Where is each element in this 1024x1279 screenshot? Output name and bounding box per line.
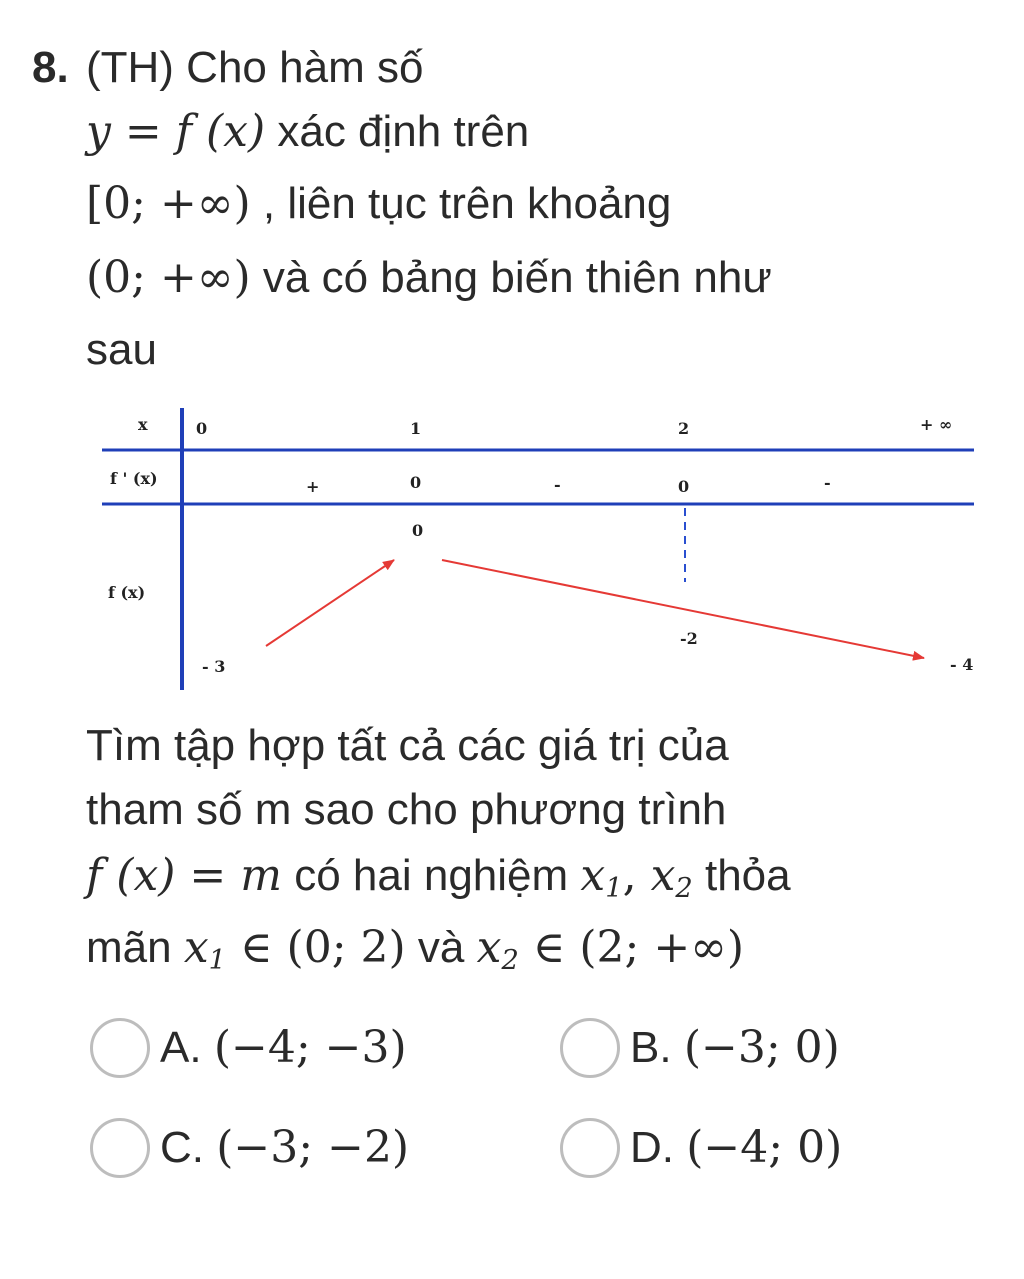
- question-line-5: sau: [86, 325, 157, 374]
- row-label-f: f (x): [108, 583, 146, 602]
- option-a[interactable]: [90, 1018, 407, 1078]
- x-value-0: 0: [196, 419, 208, 438]
- math-x2: $x_2$: [476, 922, 519, 976]
- math-equation: f (x) = m: [86, 850, 282, 901]
- fprime-sign-1: +: [306, 477, 320, 496]
- math-interval-open: (0; +∞): [86, 252, 251, 303]
- f-value-mid: -2: [680, 629, 698, 648]
- f-value-max: 0: [412, 521, 424, 540]
- question-number: 8.: [32, 43, 69, 92]
- option-c[interactable]: [90, 1118, 409, 1178]
- option-a-label: A. (−4; −3): [160, 1022, 407, 1073]
- fprime-zero-2: 0: [678, 477, 690, 496]
- question-line-2: [86, 104, 529, 160]
- option-c-radio[interactable]: [90, 1118, 150, 1178]
- option-a-radio[interactable]: [90, 1018, 150, 1078]
- text-fragment: và: [405, 923, 477, 972]
- text-fragment: mãn: [86, 923, 184, 972]
- math-comma: ,: [622, 850, 651, 901]
- x-value-2: 2: [678, 419, 690, 438]
- question-line-4: [86, 250, 772, 306]
- question-line-3: [86, 176, 671, 232]
- f-value-start: - 3: [202, 657, 226, 676]
- fprime-sign-3: -: [824, 473, 831, 492]
- question-line-1: (TH) Cho hàm số: [86, 43, 424, 92]
- math-x1: $x_1$: [580, 850, 623, 904]
- text-fragment: , liên tục trên khoảng: [250, 179, 672, 228]
- question-line-8: [86, 848, 791, 917]
- fprime-sign-2: -: [554, 475, 561, 494]
- x-value-1: 1: [410, 419, 422, 438]
- option-d[interactable]: [560, 1118, 842, 1178]
- math-function-def: y = f (x): [86, 106, 266, 157]
- math-interval-closed: [0; +∞): [86, 178, 251, 229]
- increasing-arrow: [266, 560, 394, 646]
- text-fragment: và có bảng biến thiên như: [250, 253, 772, 302]
- question-line-6: Tìm tập hợp tất cả các giá trị của: [86, 721, 729, 770]
- text-fragment: thỏa: [692, 851, 791, 900]
- math-interval-x2: ∈ (2; +∞): [518, 922, 745, 973]
- row-label-fprime: f ' (x): [110, 469, 158, 488]
- variation-table: [98, 400, 988, 700]
- x-value-inf: + ∞: [920, 415, 953, 434]
- fprime-zero-1: 0: [410, 473, 422, 492]
- f-value-end: - 4: [950, 655, 974, 674]
- math-x2: $x_2$: [650, 850, 693, 904]
- math-interval-x1: ∈ (0; 2): [226, 922, 406, 973]
- text-fragment: có hai nghiệm: [281, 851, 581, 900]
- question-line-9: [86, 920, 744, 989]
- row-label-x: x: [138, 415, 148, 434]
- option-c-label: C. (−3; −2): [160, 1122, 410, 1173]
- option-d-label: D. (−4; 0): [630, 1122, 843, 1173]
- question-line-7: tham số m sao cho phương trình: [86, 785, 727, 834]
- option-b-label: B. (−3; 0): [630, 1022, 840, 1073]
- option-b[interactable]: [560, 1018, 840, 1078]
- text-fragment: xác định trên: [265, 107, 530, 156]
- option-d-radio[interactable]: [560, 1118, 620, 1178]
- option-b-radio[interactable]: [560, 1018, 620, 1078]
- math-x1: $x_1$: [183, 922, 227, 976]
